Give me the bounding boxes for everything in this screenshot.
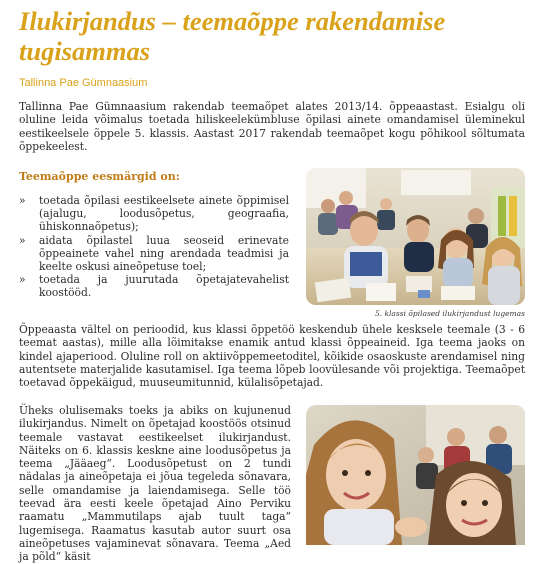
goal-item [19, 273, 289, 299]
paragraph-literature: Üheks olulisemaks toeks ja abiks on kujunenud ilukirjandus. Nimelt on õpetajad koostöös otsinud teemale vastavat eestikeelset ilukirjandust. Näiteks on 6. klassis keskne aine loodusõpetus ja teema „Jääaeg“. Loodusõpetust on 2 tundi nädalas ja aineõpetaja ei jõua tegeleda sõnavara, selle omandamise ja laiendamisega. Selle töö teevad ära eesti keele õpetajad Aino Perviku raamatu „Mammutilaps ajab tuult taga“ lugemisega. Raamatus kasutab autor suurt osa aineõpetuses vajaminevat sõnavara. Teema „Aed ja põld“ käsit [19, 404, 291, 564]
goals-list [19, 194, 289, 300]
bullet-icon: » [19, 194, 26, 207]
paragraph-periods: Õppeaasta vältel on perioodid, kus klassi õppetöö keskendub ühele kesksele teemale (3 - 6 teemat aastas), mille alla lõimitakse enamik antud klassi õppeaineid. Iga teema jaoks on kindel ajaperiood. Oluline roll on aktiivõppemeetoditel, kõikide osaoskuste arendamisel ning autentsete materjalide kasutamisel. Iga teema lõpeb loovülesande või projektiga. Teemaõpet toetavad õppekäigud, muuseumitunnid, külalisõpetajad. [19, 323, 525, 390]
students-photo [306, 405, 525, 545]
goal-text: aidata õpilastel luua seoseid erinevate õppeainete vahel ning arendada teadmisi ja keelte oskusi aineõpetuse toel; [39, 233, 289, 274]
goals-heading: Teemaõppe eesmärgid on: [19, 170, 180, 183]
goal-text: toetada õpilasi eestikeelsete ainete õppimisel (ajalugu, loodusõpetus, geograafia, ühiskonnaõpetus); [39, 194, 289, 234]
bullet-icon: » [19, 273, 26, 287]
goal-text: toetada ja juurutada õpetajatevahelist koostööd. [39, 273, 289, 300]
intro-paragraph: Tallinna Pae Gümnaasium rakendab teemaõpet alates 2013/14. õppeaastast. Esialgu oli oluline leida võimalus toetada hiliskeelekümbluse õpilasi ainete omandamisel üleminekul eestikeelsele õppele 5. klassis. Aastast 2017 rakendab teemaõpet kogu põhikool sõltumata õppekeelest. [19, 100, 525, 153]
article-title: Ilukirjandus – teemaõppe rakendamise tugisammas [19, 6, 446, 66]
article-subtitle: Tallinna Pae Gümnaasium [19, 77, 148, 89]
bullet-icon: » [19, 233, 26, 247]
goal-item [19, 194, 289, 234]
classroom-photo [306, 168, 525, 305]
photo-caption: 5. klassi õpilased ilukirjandust lugemas [374, 309, 525, 318]
goal-item [19, 234, 289, 274]
